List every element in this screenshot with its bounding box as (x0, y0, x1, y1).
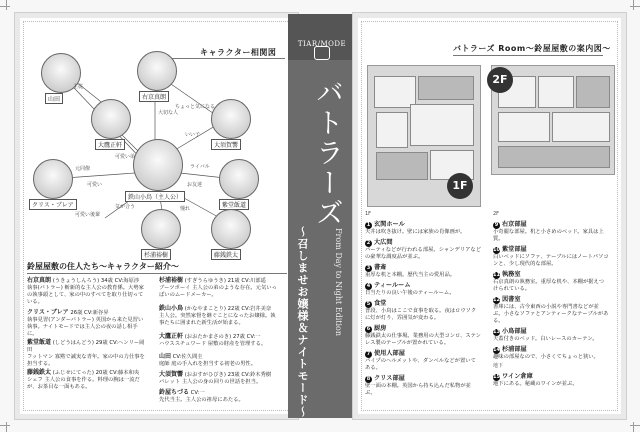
crop-mark (633, 0, 634, 10)
crop-mark (6, 422, 7, 432)
relation-label: 元同僚 (75, 166, 91, 172)
crop-mark (630, 425, 640, 426)
room-entry: 12 図書室 書庫には、古今東西の小説や専門書などが並ぶ。小さなソファとアンティークなテーブルがある。 (493, 296, 609, 324)
header-rule (453, 55, 603, 56)
room-entry: 1 玄関ホール 天井は吹き抜け。壁には家族の肖像画が。 (365, 221, 466, 235)
map-room (576, 76, 610, 108)
portrait-shido (219, 159, 259, 199)
room-entry: 2 大広間 パーティなどが行われる部屋。シャンデリアなどの豪華な調度品が並ぶ。 (365, 239, 482, 260)
room-entry: 4 ティールーム 日当たりの良い午後のティールーム。 (365, 282, 455, 296)
header-rule (27, 273, 287, 274)
label-protagonist: 鉄山小鳥（主人公） (125, 191, 185, 202)
label-chris: クリス・ブレア (29, 199, 77, 210)
room-list-1f: 1F 1 玄関ホール 天井は吹き抜け。壁には家族の肖像画が。 2 大広間 パーティなどが行われる部屋。シャンデリアなどの豪華な調度品が並ぶ。 3 書斎 重厚な机と本棚。歴代当主の愛用品。 4 ティールーム 日当たりの良い午後のティールーム。 5 食堂 普段、小鳥はここで食事を取る。夜はロウソクに灯が灯り、雰囲気が変わる。 6 厨房 藤銭鉄太の仕事場。業務用の大型コンロ、ステンレス製のテーブルが置かれている。 7 使用人部屋 パイプのヘルメットや、ダンベルなどが置いてある。 8 クリス部屋 壁一面の本棚。英国から持ち込んだ私物が並ぶ。 (365, 211, 482, 396)
spine-band (288, 14, 356, 418)
relation-label: ちょっと気になる (175, 104, 216, 110)
spine-english: From Day to Night Edition (334, 228, 343, 336)
crop-mark (6, 0, 7, 10)
room-entry: 7 使用人部屋 パイプのヘルメットや、ダンベルなどが置いてある。 (365, 350, 476, 371)
room-entry: 15 ワイン倉庫 地下にある。秘蔵のワインが並ぶ。 (493, 373, 578, 387)
room-entry: 3 書斎 重厚な机と本棚。歴代当主の愛用品。 (365, 264, 456, 278)
label-ukyo: 右京真朗 (139, 91, 169, 102)
room-entry: 5 食堂 普段、小鳥はここで食事を取る。夜はロウソクに灯が灯り、雰囲気が変わる。 (365, 300, 477, 321)
map-room (552, 112, 610, 142)
crop-mark (630, 6, 640, 7)
character-entry: 鉄山小鳥 (かなやまことり) 22歳 CV:岩井美奈 主人公。突然家督を継ぐことになったお嬢様。執事たちに囲まれた新生活が始まる。 (159, 305, 276, 326)
floor-badge-1f: 1F (447, 173, 473, 199)
floorplan-header: バトラーズ Room〜鈴屋屋敷の案内図〜 (453, 44, 611, 53)
portrait-protagonist (133, 139, 183, 191)
relation-label: 憧れ (180, 206, 191, 212)
relation-label: 主従 (73, 84, 84, 90)
crop-mark (633, 422, 634, 432)
chart-header: キャラクター相関図 (200, 48, 277, 57)
label-shido: 紫堂飯道 (219, 199, 249, 210)
spine-title: バトラーズ (312, 78, 345, 228)
room-entry: 14 杉浦部屋 趣味の部屋なので、小さくてちょっと狭い。 (493, 346, 599, 360)
room-entry: 8 クリス部屋 壁一面の本棚。英国から持ち込んだ私物が並ぶ。 (365, 375, 471, 396)
character-entry: 杉浦裕樹 (すぎうらゆうき) 21歳 CV:川部遥 ブーツボーイ 主人公の弟のような存在。元気いっぱいのムードメーカー。 (159, 277, 277, 298)
label-fujisen: 藤銭鉄太 (211, 249, 241, 260)
crop-mark (0, 6, 10, 7)
floor-badge-2f: 2F (487, 67, 513, 93)
relation-label: いい子 (185, 132, 201, 138)
character-entry: 山田 CV:佐久間圭 庭師 庭の手入れを担当する初老の男性。 (159, 353, 257, 367)
portrait-chris (33, 159, 73, 199)
room-list-2f: 2F 9 右京部屋 小奇麗な部屋。机と小さめのベッド。家具は上質。 10 紫堂部屋 白いベッドにソファ、テーブルにはノートパソコンと、少し現代的な部屋。 11 執務室 右京真朗の執務室。重厚な机や、本棚が据えつけられている。 12 図書室 書庫には、古今東西の小説や専門書などが並ぶ。小さなソファとアンティークなテーブルがある。 13 小鳥部屋 天蓋付きのベッド。白いレースのカーテン。 14 杉浦部屋 趣味の部屋なので、小さくてちょっと狭い。 地下 15 ワイン倉庫 地下にある。秘蔵のワインが並ぶ。 (493, 211, 609, 387)
character-entry: 大鷹正軒 (おおたかまさのき) 27歳 CV:一 ハウススチュワード 屋敷の財産を管理する。 (159, 333, 267, 347)
map-room (498, 112, 550, 142)
left-page (14, 12, 299, 420)
label-osuga: 大須賀響 (211, 139, 241, 150)
relation-label: 大切な人 (158, 110, 179, 116)
room-entry: 13 小鳥部屋 天蓋付きのベッド。白いレースのカーテン。 (493, 328, 598, 342)
room-entry: 9 右京部屋 小奇麗な部屋。机と小さめのベッド。家具は上質。 (493, 221, 604, 242)
room-entry: 11 執務室 右京真朗の執務室。重厚な机や、本棚が据えつけられている。 (493, 271, 605, 292)
portrait-ukyo (137, 51, 177, 91)
spine-subtitle: 〜召しませお嬢様＆ナイトモード〜 (296, 226, 309, 418)
character-entry: 右京真朗 (うきょうしんろう) 34歳 CV:海原渉 執事(バトラー) 斬新的な主人公の教育係。大勢家の執事頭として、家の中のすべてを取り仕切っている。 (27, 277, 144, 305)
relation-label: 可愛い後輩 (75, 212, 101, 218)
label-otaka: 大鷹正軒 (95, 139, 125, 150)
crop-mark (0, 425, 10, 426)
map-room (498, 146, 610, 168)
room-entry: 6 厨房 藤銭鉄太の仕事場。業務用の大型コンロ、ステンレス製のテーブルが置かれている。 (365, 325, 481, 346)
right-page (352, 12, 627, 420)
room-entry: 10 紫堂部屋 白いベッドにソファ、テーブルにはノートパソコンと、少し現代的な部屋。 (493, 246, 609, 267)
character-entry: クリス・ブレア 26歳 CV:新谷昇 執事見習(アンダーバトラー) 英国から来た見習い執事。ナイトモードでは主人公の夜の話し相手に。 (27, 309, 144, 337)
portrait-fujisen (211, 209, 251, 249)
label-sugiura: 杉浦裕樹 (141, 249, 171, 260)
character-entry: 大須賀響 (おおすがひびき) 23歳 CV:鈴木秀樹 バレット 主人公の身の回りの世話を担当。 (159, 371, 272, 385)
map-room (376, 112, 408, 148)
brand-logo: TIAR/MODE (297, 40, 347, 48)
relation-label: 気が合う (115, 204, 136, 210)
map-room (538, 76, 574, 108)
portrait-sugiura (141, 209, 181, 249)
map-room (376, 152, 428, 180)
relation-label: お友達 (187, 182, 203, 188)
relation-label: ライバル (190, 164, 210, 170)
relation-label: 可愛い (87, 182, 103, 188)
label-yamada: 山田 (45, 93, 63, 104)
portrait-otaka (91, 99, 131, 139)
crest-icon (314, 46, 330, 60)
portrait-osuga (211, 99, 251, 139)
character-entry: 鈴屋ちづる CV:一 先代当主。主人公の祖母にあたる。 (159, 389, 244, 403)
character-entry: 藤銭鉄太 (ふじせにてった) 20歳 CV:藤本和央 シェフ 主人公の食事を作る。料理の腕は一流だが、お茶目な一面もある。 (27, 369, 140, 390)
map-room (410, 104, 474, 146)
map-room (418, 76, 474, 100)
character-entry: 紫堂飯道 (しどうはんどう) 29歳 CV:ヘンリー岡田 フットマン 寡黙で誠実な青年。家の中の力仕事を担当する。 (27, 339, 145, 367)
relation-label: 可愛い弟 (115, 154, 136, 160)
residents-header: 鈴屋屋敷の住人たち〜キャラクター紹介〜 (27, 262, 179, 271)
